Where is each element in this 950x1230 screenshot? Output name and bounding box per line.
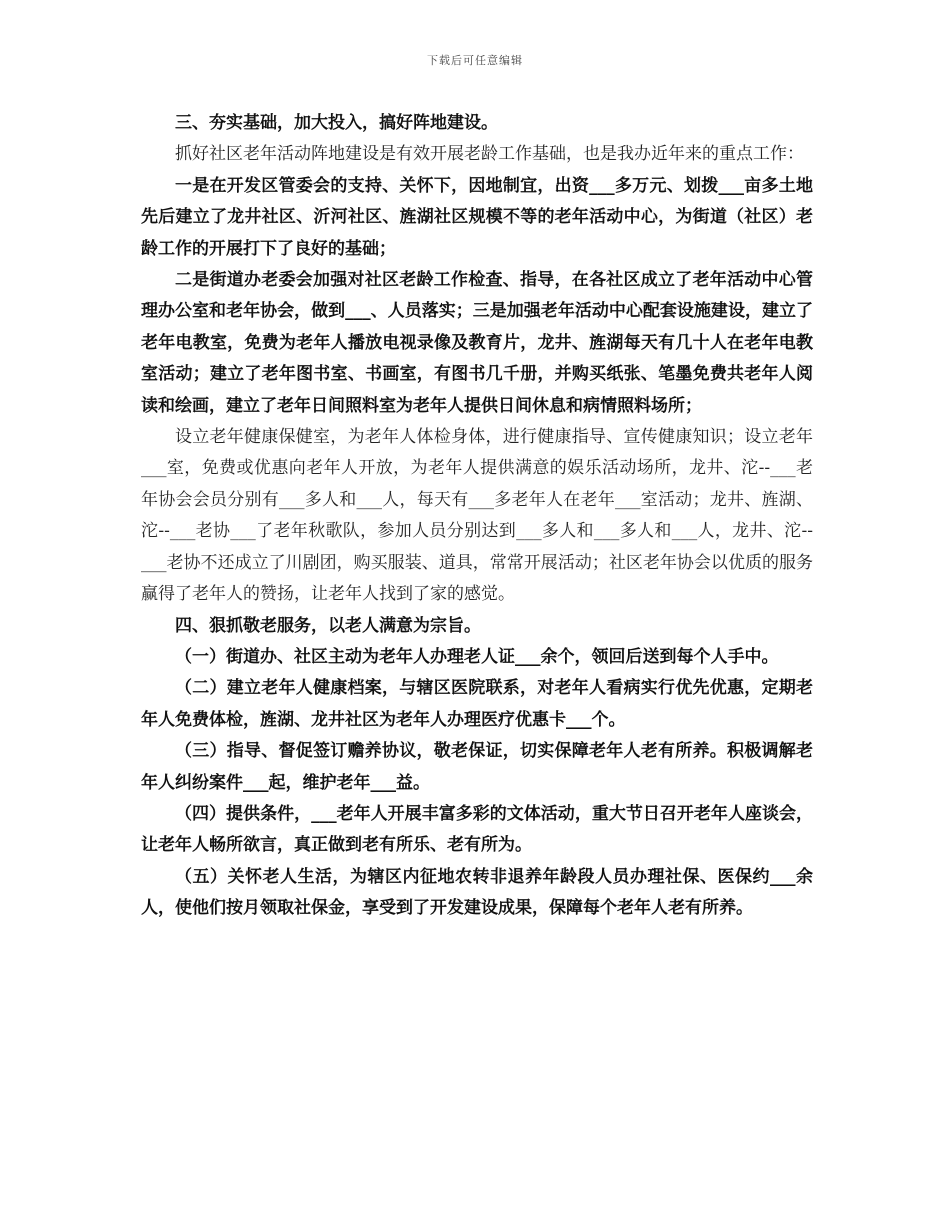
page-header: 下载后可任意编辑 [427, 54, 523, 67]
paragraph-point-1: 一是在开发区管委会的支持、关怀下，因地制宜，出资___多万元、划拨___亩多土地先后建立了龙井社区、沂河社区、旌湖社区规模不等的老年活动中心，为街道（社区）老龄工作的开展打下了良好的基础； [141, 175, 813, 259]
paragraph-intro: 抓好社区老年活动阵地建设是有效开展老龄工作基础，也是我办近年来的重点工作： [175, 144, 804, 165]
paragraph-item-5: （五）关怀老人生活，为辖区内征地农转非退养年龄段人员办理社保、医保约___余人，使他们按月领取社保金，享受到了开发建设成果，保障每个老年人老有所养。 [141, 866, 813, 919]
paragraph-item-4: （四）提供条件，___老年人开展丰富多彩的文体活动，重大节日召开老年人座谈会，让老年人畅所欲言，真正做到老有所乐、老有所为。 [141, 803, 813, 856]
section-heading-3: 三、夯实基础，加大投入，搞好阵地建设。 [175, 113, 498, 133]
paragraph-item-3: （三）指导、督促签订赡养协议，敬老保证，切实保障老年人老有所养。积极调解老年人纠纷案件___起，维护老年___益。 [141, 741, 813, 793]
document-body [141, 108, 813, 925]
paragraph-item-1: （一）街道办、社区主动为老年人办理老人证___余个，领回后送到每个人手中。 [175, 646, 779, 667]
paragraph-health-room: 设立老年健康保健室，为老年人体检身体，进行健康指导、宣传健康知识；设立老年___室，免费或优惠向老年人开放，为老年人提供满意的娱乐活动场所，龙井、沱--___老年协会会员分别有___多人和___人，每天有___多老年人在老年___室活动；龙井、旌湖、沱--___老协___了老年秋歌队，参加人员分别达到___多人和___多人和___人，龙井、沱--___老协不还成立了川剧团，购买服装、道具，常常开展活动；社区老年协会以优质的服务赢得了老年人的赞扬，让老年人找到了家的感觉。 [141, 427, 813, 605]
paragraph-item-2: （二）建立老年人健康档案，与辖区医院联系，对老年人看病实行优先优惠，定期老年人免费体检，旌湖、龙井社区为老年人办理医疗优惠卡___个。 [141, 678, 813, 730]
section-heading-4: 四、狠抓敬老服务，以老人满意为宗旨。 [175, 615, 481, 636]
paragraph-point-2: 二是街道办老委会加强对社区老龄工作检查、指导，在各社区成立了老年活动中心管理办公室和老年协会，做到___、人员落实；三是加强老年活动中心配套设施建设，建立了老年电教室，免费为老年人播放电视录像及教育片，龙井、旌湖每天有几十人在老年电教室活动；建立了老年图书室、书画室，有图书几千册，并购买纸张、笔墨免费共老年人阅读和绘画，建立了老年日间照料室为老年人提供日间休息和病情照料场所； [141, 270, 813, 416]
